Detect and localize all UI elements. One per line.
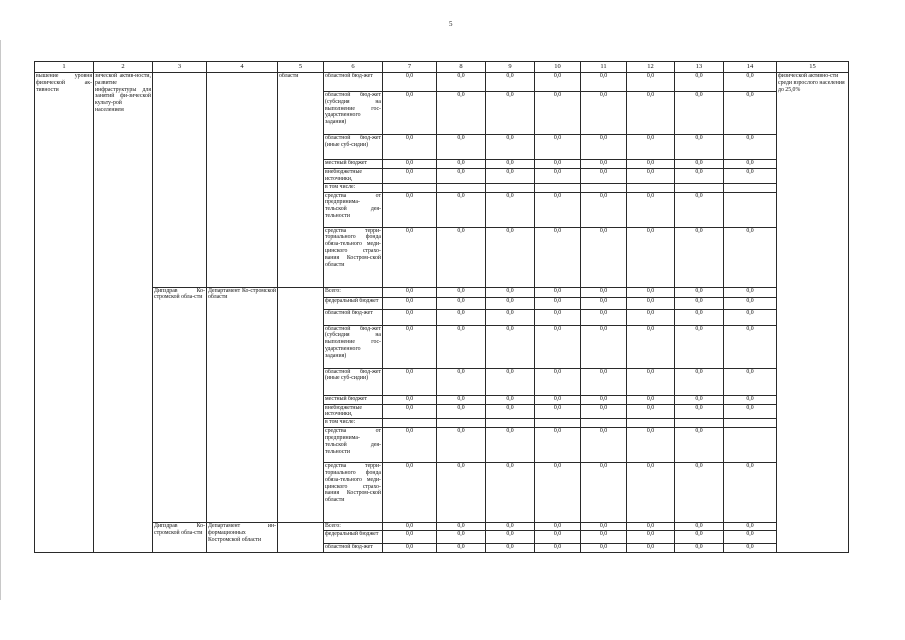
- value-cell: 0,0: [535, 523, 581, 531]
- value-cell: 0,0: [675, 309, 724, 325]
- empty-cell: [724, 428, 777, 463]
- value-cell: 0,0: [437, 160, 486, 169]
- value-cell: 0,0: [437, 404, 486, 419]
- value-cell: 0,0: [486, 325, 535, 368]
- column-header: 13: [675, 62, 724, 73]
- value-cell: 0,0: [724, 523, 777, 531]
- column-header: 10: [535, 62, 581, 73]
- column-header: 7: [383, 62, 437, 73]
- executor-cell: Дипздрав Ко-стромской обла-сти: [153, 287, 207, 523]
- value-cell: 0,0: [383, 160, 437, 169]
- value-cell: 0,0: [581, 135, 627, 160]
- value-cell: 0,0: [383, 531, 437, 544]
- value-cell: 0,0: [535, 287, 581, 297]
- value-cell: 0,0: [383, 92, 437, 135]
- column-header: 11: [581, 62, 627, 73]
- value-cell: 0,0: [581, 428, 627, 463]
- value-cell: 0,0: [486, 135, 535, 160]
- value-cell: 0,0: [486, 297, 535, 309]
- value-cell: 0,0: [535, 192, 581, 227]
- value-cell: 0,0: [383, 544, 437, 553]
- value-cell: 0,0: [627, 309, 675, 325]
- value-cell: 0,0: [675, 404, 724, 419]
- value-cell: 0,0: [627, 463, 675, 523]
- page-number: 5: [449, 20, 453, 28]
- value-cell: 0,0: [535, 368, 581, 395]
- value-cell: 0,0: [675, 287, 724, 297]
- value-cell: 0,0: [486, 92, 535, 135]
- value-cell: 0,0: [486, 404, 535, 419]
- value-cell: 0,0: [675, 192, 724, 227]
- value-cell: 0,0: [627, 73, 675, 92]
- value-cell: 0,0: [581, 395, 627, 404]
- value-cell: 0,0: [383, 325, 437, 368]
- value-cell: 0,0: [675, 523, 724, 531]
- value-cell: 0,0: [383, 287, 437, 297]
- region-cell: [278, 523, 324, 553]
- funding-source: внебюджетные источники,: [324, 169, 383, 184]
- value-cell: 0,0: [581, 169, 627, 184]
- funding-source: местный бюджет: [324, 160, 383, 169]
- value-cell: 0,0: [724, 309, 777, 325]
- value-cell: 0,0: [627, 135, 675, 160]
- value-cell: 0,0: [486, 531, 535, 544]
- value-cell: 0,0: [383, 309, 437, 325]
- value-cell: 0,0: [627, 297, 675, 309]
- value-cell: 0,0: [383, 463, 437, 523]
- table-row: [35, 287, 849, 297]
- value-cell: 0,0: [724, 368, 777, 395]
- value-cell: 0,0: [581, 73, 627, 92]
- value-cell: 0,0: [437, 309, 486, 325]
- empty-cell: [486, 183, 535, 192]
- funding-source: местный бюджет: [324, 395, 383, 404]
- value-cell: 0,0: [724, 404, 777, 419]
- value-cell: 0,0: [486, 428, 535, 463]
- value-cell: 0,0: [486, 287, 535, 297]
- empty-cell: [383, 183, 437, 192]
- value-cell: 0,0: [675, 544, 724, 553]
- value-cell: 0,0: [724, 544, 777, 553]
- funding-source: Всего:: [324, 523, 383, 531]
- value-cell: 0,0: [675, 325, 724, 368]
- value-cell: 0,0: [535, 325, 581, 368]
- empty-cell: [437, 419, 486, 428]
- value-cell: 0,0: [383, 73, 437, 92]
- value-cell: 0,0: [581, 531, 627, 544]
- value-cell: 0,0: [724, 463, 777, 523]
- value-cell: 0,0: [535, 92, 581, 135]
- value-cell: 0,0: [535, 135, 581, 160]
- value-cell: 0,0: [486, 309, 535, 325]
- value-cell: 0,0: [581, 368, 627, 395]
- value-cell: 0,0: [535, 531, 581, 544]
- table-row: [35, 523, 849, 531]
- column-header: 14: [724, 62, 777, 73]
- value-cell: 0,0: [675, 428, 724, 463]
- value-cell: 0,0: [535, 395, 581, 404]
- funding-source: в том числе:: [324, 419, 383, 428]
- empty-cell: [383, 419, 437, 428]
- value-cell: 0,0: [535, 463, 581, 523]
- value-cell: 0,0: [486, 169, 535, 184]
- column-header: 15: [777, 62, 849, 73]
- region-cell: области: [278, 73, 324, 288]
- value-cell: 0,0: [486, 395, 535, 404]
- value-cell: 0,0: [383, 192, 437, 227]
- value-cell: 0,0: [724, 227, 777, 287]
- value-cell: 0,0: [486, 523, 535, 531]
- value-cell: 0,0: [581, 160, 627, 169]
- value-cell: 0,0: [724, 287, 777, 297]
- value-cell: 0,0: [627, 544, 675, 553]
- empty-cell: [627, 419, 675, 428]
- value-cell: 0,0: [535, 404, 581, 419]
- value-cell: 0,0: [627, 160, 675, 169]
- value-cell: 0,0: [535, 544, 581, 553]
- value-cell: 0,0: [437, 395, 486, 404]
- value-cell: 0,0: [437, 192, 486, 227]
- empty-cell: [437, 183, 486, 192]
- value-cell: 0,0: [437, 227, 486, 287]
- funding-source: областной бюд-жет: [324, 73, 383, 92]
- value-cell: 0,0: [627, 325, 675, 368]
- column-header: 1: [35, 62, 94, 73]
- empty-cell: [581, 419, 627, 428]
- value-cell: 0,0: [675, 160, 724, 169]
- funding-source: Всего:: [324, 287, 383, 297]
- column-header: 8: [437, 62, 486, 73]
- column-header: 2: [94, 62, 153, 73]
- value-cell: 0,0: [675, 73, 724, 92]
- value-cell: 0,0: [581, 523, 627, 531]
- funding-source: средства от предпринима-тельской дея-тельности: [324, 428, 383, 463]
- value-cell: 0,0: [535, 73, 581, 92]
- value-cell: 0,0: [581, 544, 627, 553]
- funding-source: областной бюд-жет: [324, 309, 383, 325]
- value-cell: 0,0: [581, 463, 627, 523]
- value-cell: 0,0: [486, 368, 535, 395]
- value-cell: 0,0: [535, 309, 581, 325]
- funding-source: средства терри-ториального фонда обяза-тельного меди-цинского страхо-вания Костром-ской области: [324, 463, 383, 523]
- empty-cell: [724, 183, 777, 192]
- column-header: 12: [627, 62, 675, 73]
- coexecutor-cell: Департамент Ко-стромской области: [207, 287, 278, 523]
- empty-cell: [535, 419, 581, 428]
- value-cell: 0,0: [437, 463, 486, 523]
- value-cell: 0,0: [724, 73, 777, 92]
- funding-source: федеральный бюджет: [324, 531, 383, 544]
- value-cell: 0,0: [535, 160, 581, 169]
- empty-cell: [627, 183, 675, 192]
- funding-source: областной бюд-жет: [324, 544, 383, 553]
- value-cell: 0,0: [675, 297, 724, 309]
- funding-source: внебюджетные источники,: [324, 404, 383, 419]
- value-cell: 0,0: [383, 404, 437, 419]
- value-cell: 0,0: [437, 297, 486, 309]
- value-cell: 0,0: [724, 297, 777, 309]
- value-cell: 0,0: [675, 135, 724, 160]
- value-cell: 0,0: [627, 404, 675, 419]
- empty-cell: [535, 183, 581, 192]
- value-cell: 0,0: [535, 428, 581, 463]
- executor-cell: Дипздрав Ко-стромской обла-сти: [153, 523, 207, 553]
- value-cell: 0,0: [581, 192, 627, 227]
- value-cell: 0,0: [437, 287, 486, 297]
- value-cell: 0,0: [724, 160, 777, 169]
- funding-source: средства от предпринима-тельской дея-тельности: [324, 192, 383, 227]
- empty-cell: [724, 192, 777, 227]
- value-cell: 0,0: [383, 297, 437, 309]
- value-cell: 0,0: [675, 395, 724, 404]
- value-cell: 0,0: [724, 135, 777, 160]
- value-cell: 0,0: [535, 169, 581, 184]
- value-cell: 0,0: [383, 428, 437, 463]
- funding-source: федеральный бюджет: [324, 297, 383, 309]
- value-cell: 0,0: [581, 297, 627, 309]
- value-cell: 0,0: [437, 544, 486, 553]
- table-body: [35, 62, 849, 553]
- result-cell: физической активно-сти среди взрослого населения до 25,0%: [777, 73, 849, 553]
- value-cell: 0,0: [675, 169, 724, 184]
- empty-cell: [486, 419, 535, 428]
- value-cell: 0,0: [675, 227, 724, 287]
- value-cell: 0,0: [486, 192, 535, 227]
- empty-cell: [675, 183, 724, 192]
- value-cell: 0,0: [437, 92, 486, 135]
- column-header: 4: [207, 62, 278, 73]
- value-cell: 0,0: [581, 404, 627, 419]
- value-cell: 0,0: [486, 160, 535, 169]
- funding-source: областной бюд-жет (иные суб-сидии): [324, 368, 383, 395]
- value-cell: 0,0: [535, 227, 581, 287]
- value-cell: 0,0: [437, 428, 486, 463]
- value-cell: 0,0: [724, 169, 777, 184]
- funding-source: областной бюд-жет (субсидия на выполнение гос-ударственного задания): [324, 92, 383, 135]
- value-cell: 0,0: [383, 523, 437, 531]
- empty-cell: [724, 419, 777, 428]
- value-cell: 0,0: [627, 192, 675, 227]
- value-cell: 0,0: [675, 368, 724, 395]
- header-row: [35, 62, 849, 73]
- value-cell: 0,0: [675, 531, 724, 544]
- coexecutor-cell: [207, 73, 278, 288]
- value-cell: 0,0: [486, 73, 535, 92]
- value-cell: 0,0: [437, 368, 486, 395]
- value-cell: 0,0: [437, 135, 486, 160]
- column-header: 3: [153, 62, 207, 73]
- value-cell: 0,0: [675, 92, 724, 135]
- value-cell: 0,0: [627, 368, 675, 395]
- value-cell: 0,0: [627, 92, 675, 135]
- value-cell: 0,0: [535, 297, 581, 309]
- value-cell: 0,0: [627, 531, 675, 544]
- budget-table: [34, 61, 849, 553]
- value-cell: 0,0: [437, 523, 486, 531]
- funding-source: областной бюд-жет (иные суб-сидии): [324, 135, 383, 160]
- funding-source: средства терри-ториального фонда обяза-тельного меди-цинского страхо-вания Костром-ской области: [324, 227, 383, 287]
- value-cell: 0,0: [675, 463, 724, 523]
- value-cell: 0,0: [437, 73, 486, 92]
- value-cell: 0,0: [724, 531, 777, 544]
- value-cell: 0,0: [627, 227, 675, 287]
- value-cell: 0,0: [724, 92, 777, 135]
- value-cell: 0,0: [486, 463, 535, 523]
- value-cell: 0,0: [383, 227, 437, 287]
- executor-cell: [153, 73, 207, 288]
- value-cell: 0,0: [486, 544, 535, 553]
- value-cell: 0,0: [627, 169, 675, 184]
- value-cell: 0,0: [383, 169, 437, 184]
- value-cell: 0,0: [437, 169, 486, 184]
- value-cell: 0,0: [383, 395, 437, 404]
- value-cell: 0,0: [581, 309, 627, 325]
- column-header: 9: [486, 62, 535, 73]
- value-cell: 0,0: [383, 135, 437, 160]
- value-cell: 0,0: [486, 227, 535, 287]
- value-cell: 0,0: [724, 325, 777, 368]
- empty-cell: [675, 419, 724, 428]
- funding-source: областной бюд-жет (субсидия на выполнение гос-ударственного задания): [324, 325, 383, 368]
- column-header: 5: [278, 62, 324, 73]
- value-cell: 0,0: [627, 287, 675, 297]
- value-cell: 0,0: [581, 92, 627, 135]
- value-cell: 0,0: [627, 395, 675, 404]
- value-cell: 0,0: [581, 227, 627, 287]
- value-cell: 0,0: [383, 368, 437, 395]
- coexecutor-cell: Департамент ин-формационных Костромской области: [207, 523, 278, 553]
- value-cell: 0,0: [724, 395, 777, 404]
- region-cell: [278, 287, 324, 523]
- value-cell: 0,0: [627, 428, 675, 463]
- value-cell: 0,0: [437, 531, 486, 544]
- task-cell: вышение уровня физической ак-тивности: [35, 73, 94, 553]
- value-cell: 0,0: [581, 325, 627, 368]
- value-cell: 0,0: [581, 287, 627, 297]
- value-cell: 0,0: [627, 523, 675, 531]
- value-cell: 0,0: [437, 325, 486, 368]
- empty-cell: [581, 183, 627, 192]
- table-row: [35, 73, 849, 92]
- measure-cell: зической актив-ности, развитие инфраструктуры для занятий фи-зической культу-рой населением: [94, 73, 153, 553]
- page-edge: [0, 40, 1, 600]
- column-header: 6: [324, 62, 383, 73]
- funding-source: в том числе:: [324, 183, 383, 192]
